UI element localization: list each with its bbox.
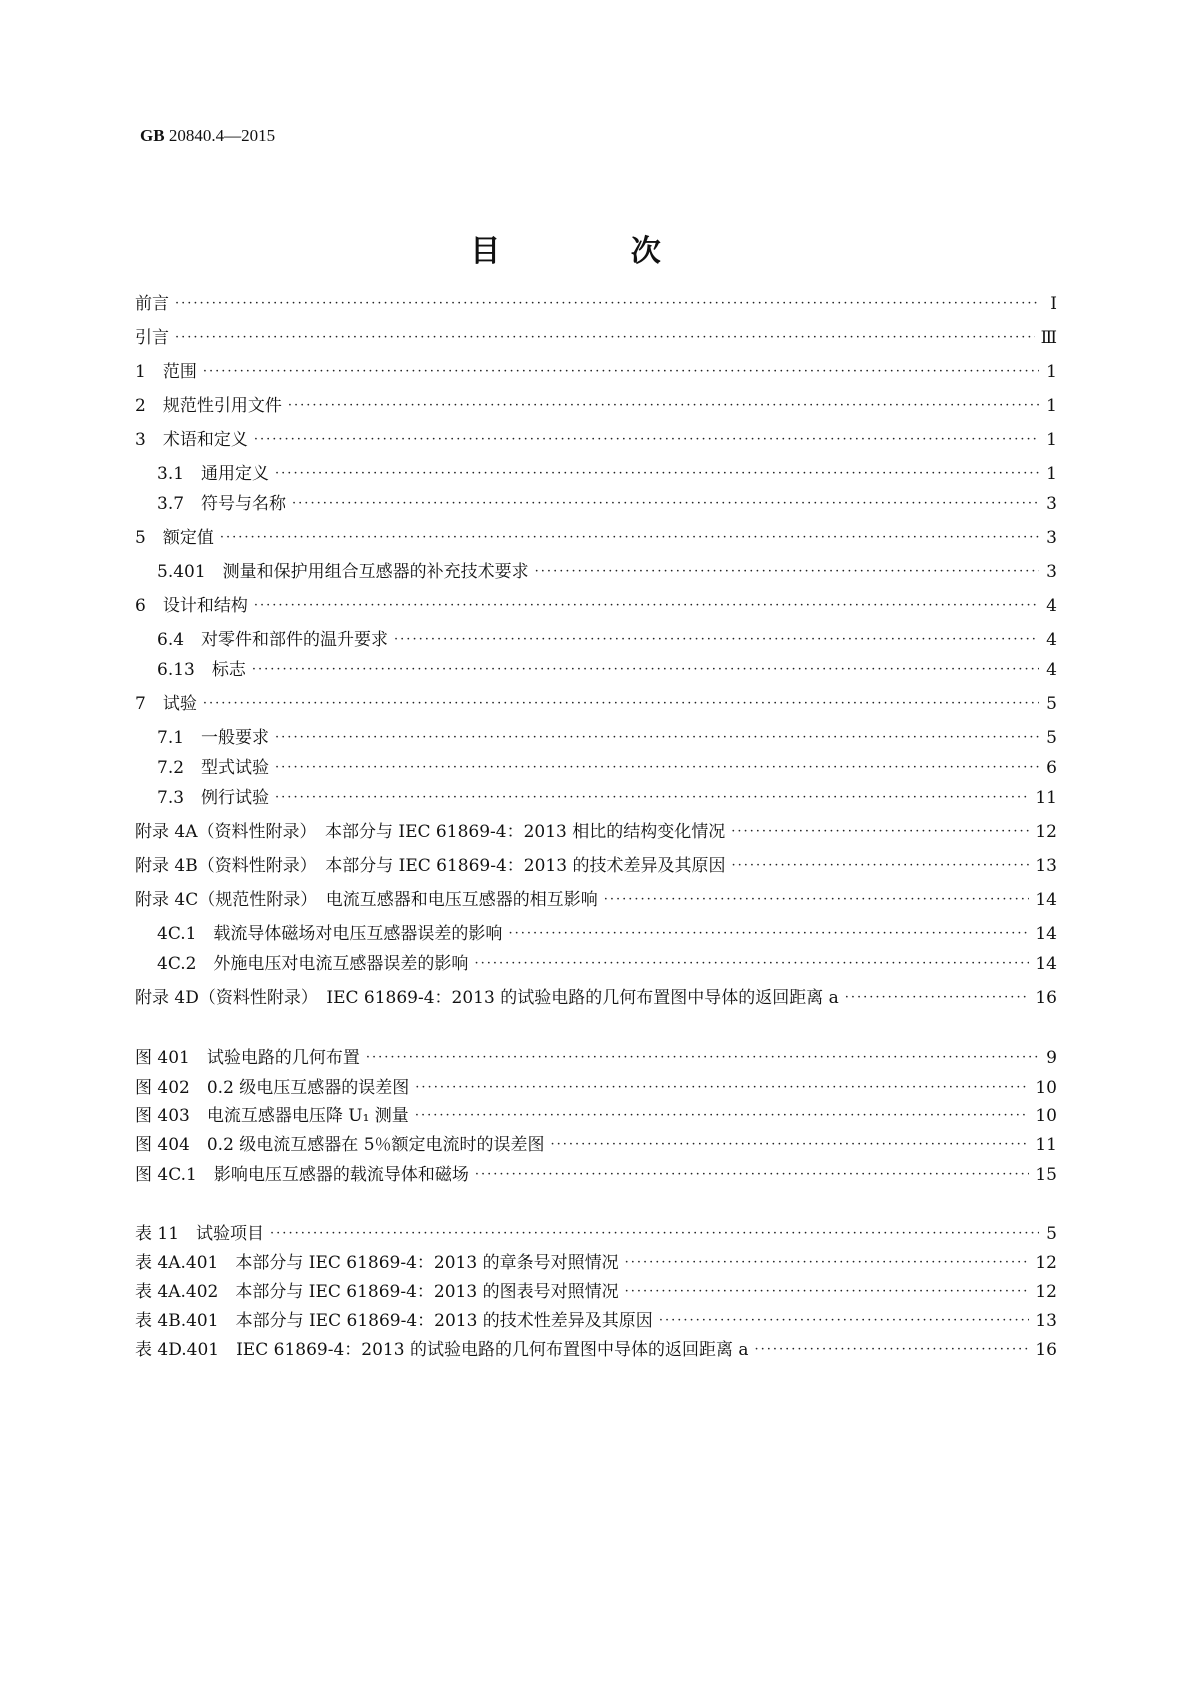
dot-leader — [270, 1221, 1039, 1247]
toc-entry[interactable] — [135, 325, 1057, 351]
figures-entry[interactable] — [135, 1075, 1057, 1101]
dot-leader — [604, 887, 1030, 913]
toc-entry[interactable] — [157, 785, 1057, 811]
toc-entry-label: 2 规范性引用文件 — [135, 396, 282, 416]
toc-entry[interactable] — [157, 627, 1057, 653]
figures-entry-page: 11 — [1035, 1135, 1057, 1155]
tables-entry-page: 5 — [1046, 1224, 1057, 1244]
toc-entry-label: 引言 — [135, 328, 169, 348]
toc-entry-label: 6 设计和结构 — [135, 596, 248, 616]
tables-entry-page: 16 — [1035, 1340, 1057, 1360]
figures-entry-page: 9 — [1046, 1048, 1057, 1068]
toc-entry[interactable] — [157, 951, 1057, 977]
tables-entry[interactable] — [135, 1337, 1057, 1363]
toc-entry[interactable] — [135, 691, 1057, 717]
toc-entry-page: 14 — [1035, 924, 1057, 944]
toc-entry-page: 16 — [1035, 988, 1057, 1008]
toc-entry-label: 3 术语和定义 — [135, 430, 248, 450]
dot-leader — [845, 985, 1030, 1011]
dot-leader — [474, 951, 1029, 977]
dot-leader — [220, 525, 1039, 551]
dot-leader — [203, 359, 1039, 385]
tables-entry-label: 表 11 试验项目 — [135, 1224, 265, 1244]
dot-leader — [535, 559, 1039, 585]
toc-entry[interactable] — [135, 819, 1057, 845]
dot-leader — [475, 1162, 1030, 1188]
dot-leader — [754, 1337, 1029, 1363]
toc-entry[interactable] — [157, 657, 1057, 683]
figures-entry-label: 图 403 电流互感器电压降 U₁ 测量 — [135, 1106, 409, 1126]
page-title: 目 次 — [470, 234, 721, 269]
toc-entry-page: 3 — [1046, 528, 1057, 548]
tables-entry[interactable] — [135, 1250, 1057, 1276]
dot-leader — [203, 691, 1039, 717]
dot-leader — [252, 657, 1039, 683]
toc-entry-label: 附录 4B（资料性附录） 本部分与 IEC 61869-4：2013 的技术差异及其原因 — [135, 856, 726, 876]
figures-entry-page: 10 — [1035, 1106, 1057, 1126]
toc-entry-label: 6.4 对零件和部件的温升要求 — [157, 630, 389, 650]
dot-leader — [366, 1045, 1039, 1071]
tables-entry-page: 12 — [1035, 1253, 1057, 1273]
figures-entry[interactable] — [135, 1132, 1057, 1158]
tables-entry-page: 13 — [1035, 1311, 1057, 1331]
toc-entry-label: 5 额定值 — [135, 528, 214, 548]
toc-entry[interactable] — [135, 525, 1057, 551]
tables-entry[interactable] — [135, 1308, 1057, 1334]
figures-entry[interactable] — [135, 1103, 1057, 1129]
toc-entry-label: 7 试验 — [135, 694, 197, 714]
toc-entry-page: 11 — [1035, 788, 1057, 808]
tables-entry-label: 表 4A.401 本部分与 IEC 61869-4：2013 的章条号对照情况 — [135, 1253, 619, 1273]
toc-entry-label: 附录 4A（资料性附录） 本部分与 IEC 61869-4：2013 相比的结构变化情况 — [135, 822, 726, 842]
dot-leader — [288, 393, 1039, 419]
toc-entry-page: 14 — [1035, 890, 1057, 910]
toc-entry-label: 5.401 测量和保护用组合互感器的补充技术要求 — [157, 562, 529, 582]
toc-entry[interactable] — [157, 725, 1057, 751]
toc-entry[interactable] — [135, 291, 1057, 317]
toc-entry-page: 5 — [1046, 728, 1057, 748]
toc-entry-page: 4 — [1046, 630, 1057, 650]
dot-leader — [659, 1308, 1030, 1334]
toc-entry[interactable] — [157, 461, 1057, 487]
dot-leader — [551, 1132, 1030, 1158]
toc-entry-page: 14 — [1035, 954, 1057, 974]
toc-entry-page: 1 — [1046, 464, 1057, 484]
figures-entry-label: 图 404 0.2 级电流互感器在 5％额定电流时的误差图 — [135, 1135, 545, 1155]
toc-entry[interactable] — [157, 755, 1057, 781]
dot-leader — [415, 1103, 1030, 1129]
dot-leader — [175, 291, 1039, 317]
toc-entry[interactable] — [135, 593, 1057, 619]
figures-entry-page: 15 — [1035, 1165, 1057, 1185]
toc-entry-page: 13 — [1035, 856, 1057, 876]
toc-entry-page: 4 — [1046, 660, 1057, 680]
toc-entry-page: Ⅰ — [1050, 294, 1057, 314]
toc-entry-page: 12 — [1035, 822, 1057, 842]
toc-entry-label: 附录 4C（规范性附录） 电流互感器和电压互感器的相互影响 — [135, 890, 598, 910]
dot-leader — [415, 1075, 1029, 1101]
standard-prefix: GB — [140, 126, 165, 145]
dot-leader — [275, 755, 1039, 781]
standard-code — [140, 126, 275, 146]
dot-leader — [254, 427, 1039, 453]
figures-entry[interactable] — [135, 1045, 1057, 1071]
toc-entry-label: 6.13 标志 — [157, 660, 246, 680]
dot-leader — [625, 1279, 1030, 1305]
figures-entry[interactable] — [135, 1162, 1057, 1188]
dot-leader — [292, 491, 1039, 517]
toc-entry-label: 1 范围 — [135, 362, 197, 382]
toc-entry-page: Ⅲ — [1040, 328, 1057, 348]
tables-entry-page: 12 — [1035, 1282, 1057, 1302]
dot-leader — [275, 725, 1039, 751]
toc-entry-label: 3.7 符号与名称 — [157, 494, 287, 514]
figures-entry-label: 图 4C.1 影响电压互感器的载流导体和磁场 — [135, 1165, 469, 1185]
toc-entry-page: 5 — [1046, 694, 1057, 714]
tables-entry[interactable] — [135, 1279, 1057, 1305]
figures-entry-label: 图 401 试验电路的几何布置 — [135, 1048, 360, 1068]
toc-entry-page: 1 — [1046, 396, 1057, 416]
toc-entry-page: 6 — [1046, 758, 1057, 778]
dot-leader — [508, 921, 1029, 947]
tables-entry-label: 表 4A.402 本部分与 IEC 61869-4：2013 的图表号对照情况 — [135, 1282, 619, 1302]
dot-leader — [731, 853, 1029, 879]
tables-entry[interactable] — [135, 1221, 1057, 1247]
toc-entry[interactable] — [135, 359, 1057, 385]
toc-entry[interactable] — [157, 491, 1057, 517]
dot-leader — [275, 785, 1029, 811]
toc-entry-label: 前言 — [135, 294, 169, 314]
toc-entry-page: 3 — [1046, 562, 1057, 582]
toc-entry[interactable] — [135, 393, 1057, 419]
dot-leader — [731, 819, 1029, 845]
toc-entry-label: 7.3 例行试验 — [157, 788, 270, 808]
toc-entry[interactable] — [135, 853, 1057, 879]
toc-entry-page: 3 — [1046, 494, 1057, 514]
toc-entry-page: 1 — [1046, 362, 1057, 382]
toc-entry-label: 附录 4D（资料性附录） IEC 61869-4：2013 的试验电路的几何布置图中导体的返回距离 a — [135, 988, 839, 1008]
dot-leader — [254, 593, 1039, 619]
dot-leader — [394, 627, 1039, 653]
figures-entry-page: 10 — [1035, 1078, 1057, 1098]
toc-entry-label: 7.2 型式试验 — [157, 758, 270, 778]
toc-entry-label: 7.1 一般要求 — [157, 728, 270, 748]
toc-entry-label: 3.1 通用定义 — [157, 464, 270, 484]
tables-entry-label: 表 4D.401 IEC 61869-4：2013 的试验电路的几何布置图中导体的返回距离 a — [135, 1340, 749, 1360]
toc-entry[interactable] — [157, 559, 1057, 585]
standard-number: 20840.4—2015 — [168, 126, 276, 145]
dot-leader — [175, 325, 1035, 351]
toc-entry[interactable] — [135, 887, 1057, 913]
toc-entry-page: 4 — [1046, 596, 1057, 616]
figures-entry-label: 图 402 0.2 级电压互感器的误差图 — [135, 1078, 410, 1098]
toc-entry[interactable] — [135, 427, 1057, 453]
toc-entry-page: 1 — [1046, 430, 1057, 450]
toc-entry-label: 4C.1 载流导体磁场对电压互感器误差的影响 — [157, 924, 503, 944]
toc-entry[interactable] — [157, 921, 1057, 947]
dot-leader — [625, 1250, 1030, 1276]
toc-entry[interactable] — [135, 985, 1057, 1011]
toc-entry-label: 4C.2 外施电压对电流互感器误差的影响 — [157, 954, 469, 974]
dot-leader — [275, 461, 1039, 487]
tables-entry-label: 表 4B.401 本部分与 IEC 61869-4：2013 的技术性差异及其原因 — [135, 1311, 653, 1331]
